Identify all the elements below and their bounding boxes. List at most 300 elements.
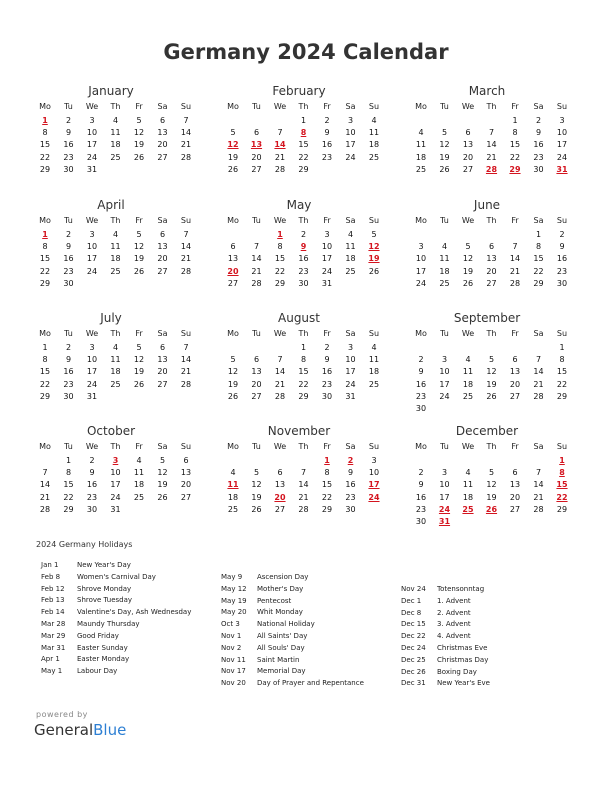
holiday-day: 13 xyxy=(250,140,263,150)
day-cell: 28 xyxy=(509,278,521,288)
weekday-header: Fr xyxy=(511,329,519,338)
holiday-date: May 9 xyxy=(221,573,243,581)
day-cell: 6 xyxy=(512,468,518,478)
day-cell: 30 xyxy=(63,391,74,401)
holiday-day: 11 xyxy=(227,480,239,490)
day-cell: 18 xyxy=(462,379,474,389)
day-cell: 7 xyxy=(42,468,48,478)
holiday-date: Dec 1 xyxy=(401,596,422,605)
day-cell: 13 xyxy=(227,254,239,264)
day-cell: 28 xyxy=(251,278,262,288)
holiday-day: 1 xyxy=(42,116,48,125)
day-cell: 24 xyxy=(86,379,98,389)
day-cell: 5 xyxy=(136,343,142,352)
day-cell: 24 xyxy=(345,152,356,162)
holiday-date: Nov 2 xyxy=(221,643,242,652)
day-cell: 17 xyxy=(439,379,450,389)
generalblue-logo[interactable] xyxy=(34,721,126,739)
day-cell: 24 xyxy=(415,278,427,288)
day-cell: 9 xyxy=(65,242,72,252)
holiday-name: Labour Day xyxy=(77,667,118,676)
day-cell: 5 xyxy=(230,355,236,365)
day-cell: 23 xyxy=(321,379,333,389)
day-cell: 21 xyxy=(509,266,521,276)
day-cell: 22 xyxy=(298,379,309,389)
holiday-day: 1 xyxy=(42,230,48,239)
day-cell: 24 xyxy=(556,152,568,162)
day-cell: 14 xyxy=(180,128,192,138)
day-cell: 17 xyxy=(415,266,427,276)
day-cell: 12 xyxy=(439,140,450,150)
month-name: August xyxy=(278,311,320,325)
day-cell: 26 xyxy=(133,266,145,276)
day-cell: 19 xyxy=(157,480,168,490)
day-cell: 28 xyxy=(274,391,286,401)
holiday-day: 24 xyxy=(438,504,451,514)
day-cell: 8 xyxy=(535,242,542,252)
day-cell: 15 xyxy=(321,480,333,490)
day-cell: 2 xyxy=(300,230,307,239)
day-cell: 12 xyxy=(486,480,497,490)
weekday-header: Sa xyxy=(533,216,544,225)
weekday-header: Th xyxy=(486,442,497,451)
day-cell: 10 xyxy=(439,480,450,490)
day-cell: 16 xyxy=(556,254,568,264)
day-cell: 15 xyxy=(509,140,521,150)
day-cell: 6 xyxy=(253,355,260,365)
day-cell: 12 xyxy=(133,128,145,138)
weekday-header: Mo xyxy=(415,329,427,338)
weekday-header: Mo xyxy=(227,329,239,338)
day-cell: 29 xyxy=(39,278,51,288)
day-cell: 19 xyxy=(251,492,262,502)
holiday-date: Mar 31 xyxy=(41,643,66,652)
holiday-name: Memorial Day xyxy=(257,667,306,676)
day-cell: 29 xyxy=(298,164,309,174)
day-cell: 2 xyxy=(418,355,424,365)
day-cell: 21 xyxy=(533,379,544,389)
day-cell: 5 xyxy=(253,468,260,478)
day-cell: 14 xyxy=(39,480,51,490)
day-cell: 29 xyxy=(298,391,309,401)
day-cell: 1 xyxy=(65,456,72,465)
day-cell: 27 xyxy=(157,266,168,276)
day-cell: 28 xyxy=(180,379,192,389)
weekday-header: Fr xyxy=(323,102,331,111)
day-cell: 21 xyxy=(180,140,192,150)
day-cell: 28 xyxy=(180,266,192,276)
day-cell: 16 xyxy=(415,379,427,389)
day-cell: 17 xyxy=(556,140,568,150)
holiday-day: 20 xyxy=(227,266,239,276)
holiday-date: May 1 xyxy=(41,667,63,676)
weekday-header: Fr xyxy=(323,216,331,225)
holiday-name: 1. Advent xyxy=(437,596,471,605)
day-cell: 8 xyxy=(277,242,283,252)
day-cell: 27 xyxy=(509,504,521,514)
day-cell: 15 xyxy=(39,140,51,150)
holiday-day: 28 xyxy=(485,164,498,174)
day-cell: 10 xyxy=(368,468,380,478)
day-cell: 5 xyxy=(488,355,495,365)
day-cell: 8 xyxy=(324,468,330,478)
day-cell: 16 xyxy=(533,140,544,150)
day-cell: 24 xyxy=(345,379,356,389)
holiday-day: 9 xyxy=(300,242,307,252)
day-cell: 27 xyxy=(251,164,262,174)
day-cell: 4 xyxy=(418,128,424,138)
day-cell: 25 xyxy=(368,379,380,389)
weekday-header: Th xyxy=(110,442,121,451)
day-cell: 21 xyxy=(180,254,192,264)
weekday-header: Mo xyxy=(39,329,51,338)
holiday-day: 12 xyxy=(227,140,239,150)
day-cell: 27 xyxy=(157,152,168,162)
holiday-day: 26 xyxy=(485,504,498,514)
day-cell: 29 xyxy=(533,278,544,288)
weekday-header: Sa xyxy=(345,102,356,111)
day-cell: 11 xyxy=(462,480,474,490)
day-cell: 30 xyxy=(345,504,356,514)
day-cell: 9 xyxy=(347,468,354,478)
month-march xyxy=(410,84,568,192)
month-december xyxy=(410,424,568,532)
day-cell: 29 xyxy=(63,504,74,514)
day-cell: 20 xyxy=(509,379,521,389)
day-cell: 4 xyxy=(112,116,119,125)
month-name: April xyxy=(97,198,125,212)
weekday-header: Tu xyxy=(252,442,261,451)
weekday-header: Mo xyxy=(415,216,427,225)
day-cell: 17 xyxy=(321,254,333,264)
day-cell: 11 xyxy=(368,355,380,365)
day-cell: 9 xyxy=(65,128,72,138)
weekday-header: Tu xyxy=(440,329,449,338)
holiday-day: 1 xyxy=(277,230,283,239)
month-name: January xyxy=(88,84,134,98)
holiday-date: Feb 14 xyxy=(41,608,65,617)
day-cell: 8 xyxy=(559,355,565,365)
weekday-header: Sa xyxy=(345,442,356,451)
day-cell: 17 xyxy=(86,140,98,150)
day-cell: 13 xyxy=(274,480,286,490)
day-cell: 11 xyxy=(133,468,145,478)
day-cell: 8 xyxy=(512,128,518,138)
day-cell: 19 xyxy=(133,254,145,264)
day-cell: 9 xyxy=(324,128,330,138)
month-june xyxy=(410,198,568,306)
day-cell: 7 xyxy=(183,230,189,239)
month-july xyxy=(34,311,192,419)
day-cell: 14 xyxy=(486,140,497,150)
weekday-header: Su xyxy=(368,442,380,451)
day-cell: 5 xyxy=(136,116,142,125)
day-cell: 10 xyxy=(415,254,427,264)
day-cell: 3 xyxy=(89,230,95,239)
day-cell: 18 xyxy=(110,367,121,377)
day-cell: 16 xyxy=(298,254,309,264)
day-cell: 25 xyxy=(110,379,121,389)
day-cell: 3 xyxy=(89,343,95,352)
day-cell: 27 xyxy=(462,164,474,174)
holiday-name: All Saints' Day xyxy=(257,631,308,640)
holiday-name: Easter Sunday xyxy=(77,643,128,652)
day-cell: 7 xyxy=(253,242,260,252)
day-cell: 7 xyxy=(183,116,189,125)
month-name: March xyxy=(468,84,506,98)
day-cell: 2 xyxy=(65,116,72,125)
day-cell: 26 xyxy=(133,152,145,162)
weekday-header: Fr xyxy=(511,216,519,225)
day-cell: 4 xyxy=(371,116,377,125)
weekday-header: We xyxy=(461,216,475,225)
day-cell: 18 xyxy=(368,367,380,377)
day-cell: 16 xyxy=(415,492,427,502)
day-cell: 24 xyxy=(439,391,450,401)
weekday-header: Sa xyxy=(345,329,356,338)
holiday-date: May 20 xyxy=(221,608,247,617)
weekday-header: Tu xyxy=(252,216,261,225)
month-name: October xyxy=(86,424,136,438)
day-cell: 4 xyxy=(465,468,471,478)
day-cell: 10 xyxy=(86,355,98,365)
holiday-name: New Year's Eve xyxy=(437,679,490,688)
holiday-date: Dec 24 xyxy=(401,643,426,652)
month-name: July xyxy=(100,311,122,325)
holiday-date: Dec 22 xyxy=(401,632,426,641)
month-name: June xyxy=(473,198,501,212)
day-cell: 21 xyxy=(180,367,192,377)
holiday-day: 15 xyxy=(556,480,568,490)
day-cell: 24 xyxy=(110,492,121,502)
day-cell: 14 xyxy=(509,254,521,264)
weekday-header: Tu xyxy=(440,216,449,225)
weekday-header: Tu xyxy=(64,216,73,225)
day-cell: 12 xyxy=(133,355,145,365)
day-cell: 31 xyxy=(86,391,98,401)
day-cell: 30 xyxy=(533,164,544,174)
day-cell: 11 xyxy=(110,128,121,138)
holiday-date: Nov 17 xyxy=(221,667,246,676)
month-february xyxy=(222,84,380,192)
day-cell: 11 xyxy=(439,254,450,264)
day-cell: 21 xyxy=(298,492,309,502)
day-cell: 29 xyxy=(39,164,51,174)
day-cell: 5 xyxy=(441,128,448,138)
day-cell: 27 xyxy=(157,379,168,389)
day-cell: 25 xyxy=(227,504,239,514)
day-cell: 23 xyxy=(63,152,74,162)
weekday-header: We xyxy=(273,102,287,111)
logo-blue: Blue xyxy=(93,721,127,739)
day-cell: 24 xyxy=(86,152,98,162)
holiday-date: Feb 13 xyxy=(41,596,65,605)
weekday-header: Sa xyxy=(157,329,168,338)
day-cell: 23 xyxy=(321,152,333,162)
day-cell: 1 xyxy=(300,116,307,125)
day-cell: 25 xyxy=(110,152,121,162)
day-cell: 28 xyxy=(180,152,192,162)
holiday-date: Nov 11 xyxy=(221,655,246,664)
day-cell: 10 xyxy=(345,355,356,365)
day-cell: 10 xyxy=(321,242,333,252)
day-cell: 7 xyxy=(512,242,518,252)
day-cell: 7 xyxy=(277,355,283,365)
day-cell: 14 xyxy=(533,367,544,377)
holiday-name: Maundy Thursday xyxy=(77,619,140,628)
day-cell: 28 xyxy=(298,504,309,514)
day-cell: 26 xyxy=(133,379,145,389)
day-cell: 4 xyxy=(112,230,119,239)
weekday-header: Fr xyxy=(323,329,331,338)
day-cell: 23 xyxy=(556,266,568,276)
day-cell: 9 xyxy=(418,480,424,490)
day-cell: 3 xyxy=(89,116,95,125)
month-august xyxy=(222,311,380,419)
holiday-day: 8 xyxy=(300,128,307,138)
holiday-date: Dec 31 xyxy=(401,679,426,688)
day-cell: 25 xyxy=(345,266,356,276)
day-cell: 26 xyxy=(157,492,168,502)
holiday-name: Shrove Tuesday xyxy=(77,596,133,605)
holiday-date: Dec 25 xyxy=(401,655,426,664)
day-cell: 6 xyxy=(159,116,166,125)
day-cell: 14 xyxy=(180,242,192,252)
day-cell: 29 xyxy=(556,504,568,514)
day-cell: 13 xyxy=(157,355,168,365)
weekday-header: Tu xyxy=(440,442,449,451)
day-cell: 18 xyxy=(110,254,121,264)
weekday-header: Th xyxy=(486,329,497,338)
day-cell: 26 xyxy=(462,278,474,288)
day-cell: 21 xyxy=(39,492,51,502)
day-cell: 20 xyxy=(157,140,168,150)
logo-general: General xyxy=(34,721,94,739)
day-cell: 1 xyxy=(512,116,518,125)
day-cell: 2 xyxy=(324,343,330,352)
day-cell: 31 xyxy=(321,278,333,288)
holiday-day: 24 xyxy=(368,492,380,502)
holiday-date: Dec 15 xyxy=(401,620,426,629)
day-cell: 6 xyxy=(277,468,283,478)
day-cell: 14 xyxy=(251,254,262,264)
holiday-day: 1 xyxy=(324,456,330,465)
weekday-header: Th xyxy=(486,102,497,111)
weekday-header: We xyxy=(461,442,475,451)
weekday-header: Fr xyxy=(135,442,143,451)
holiday-day: 29 xyxy=(509,164,521,174)
day-cell: 15 xyxy=(274,254,286,264)
day-cell: 6 xyxy=(488,242,495,252)
day-cell: 8 xyxy=(42,242,48,252)
weekday-header: Fr xyxy=(511,442,519,451)
day-cell: 18 xyxy=(439,266,450,276)
day-cell: 25 xyxy=(368,152,380,162)
day-cell: 2 xyxy=(65,230,72,239)
weekday-header: Th xyxy=(298,216,309,225)
day-cell: 17 xyxy=(345,367,356,377)
day-cell: 22 xyxy=(39,266,51,276)
month-name: November xyxy=(267,424,331,438)
day-cell: 18 xyxy=(133,480,145,490)
weekday-header: Su xyxy=(180,329,192,338)
day-cell: 6 xyxy=(159,343,166,352)
day-cell: 20 xyxy=(486,266,497,276)
holiday-name: Ascension Day xyxy=(257,573,309,581)
day-cell: 10 xyxy=(86,242,98,252)
day-cell: 17 xyxy=(86,254,98,264)
day-cell: 10 xyxy=(345,128,356,138)
day-cell: 31 xyxy=(86,164,98,174)
holiday-date: Nov 1 xyxy=(221,631,242,640)
holiday-name: All Souls' Day xyxy=(257,643,305,652)
day-cell: 8 xyxy=(65,468,72,478)
weekday-header: We xyxy=(85,442,99,451)
weekday-header: We xyxy=(461,329,475,338)
day-cell: 14 xyxy=(274,367,286,377)
day-cell: 29 xyxy=(321,504,333,514)
weekday-header: We xyxy=(85,329,99,338)
holiday-day: 22 xyxy=(556,492,568,502)
day-cell: 18 xyxy=(227,492,239,502)
weekday-header: Fr xyxy=(135,216,143,225)
day-cell: 27 xyxy=(509,391,521,401)
day-cell: 19 xyxy=(227,379,239,389)
day-cell: 30 xyxy=(321,391,333,401)
day-cell: 23 xyxy=(63,266,74,276)
day-cell: 3 xyxy=(347,343,354,352)
day-cell: 8 xyxy=(300,355,307,365)
day-cell: 26 xyxy=(486,391,497,401)
day-cell: 22 xyxy=(39,379,51,389)
holiday-day: 17 xyxy=(368,480,380,490)
holiday-day: 12 xyxy=(368,242,380,252)
day-cell: 15 xyxy=(556,367,568,377)
day-cell: 14 xyxy=(533,480,544,490)
day-cell: 11 xyxy=(415,140,427,150)
day-cell: 2 xyxy=(535,116,542,125)
day-cell: 19 xyxy=(486,492,497,502)
day-cell: 20 xyxy=(509,492,521,502)
day-cell: 11 xyxy=(368,128,380,138)
weekday-header: Su xyxy=(180,442,192,451)
day-cell: 12 xyxy=(486,367,497,377)
day-cell: 4 xyxy=(465,355,471,365)
month-november xyxy=(222,424,380,532)
month-may xyxy=(222,198,380,306)
day-cell: 1 xyxy=(300,343,307,352)
holiday-name: Valentine's Day, Ash Wednesday xyxy=(77,608,192,617)
day-cell: 28 xyxy=(533,391,544,401)
day-cell: 20 xyxy=(157,367,168,377)
weekday-header: Th xyxy=(110,329,121,338)
weekday-header: Mo xyxy=(227,442,239,451)
day-cell: 10 xyxy=(86,128,98,138)
day-cell: 16 xyxy=(345,480,356,490)
day-cell: 15 xyxy=(39,367,51,377)
day-cell: 2 xyxy=(418,468,424,478)
day-cell: 30 xyxy=(415,517,427,526)
day-cell: 12 xyxy=(462,254,474,264)
holiday-date: Feb 8 xyxy=(41,572,61,581)
weekday-header: Sa xyxy=(533,442,544,451)
month-october xyxy=(34,424,192,532)
powered-by-text: powered by xyxy=(36,710,88,719)
page-title: Germany 2024 Calendar xyxy=(163,40,449,64)
day-cell: 12 xyxy=(227,367,239,377)
day-cell: 8 xyxy=(42,128,48,138)
day-cell: 4 xyxy=(347,230,354,239)
